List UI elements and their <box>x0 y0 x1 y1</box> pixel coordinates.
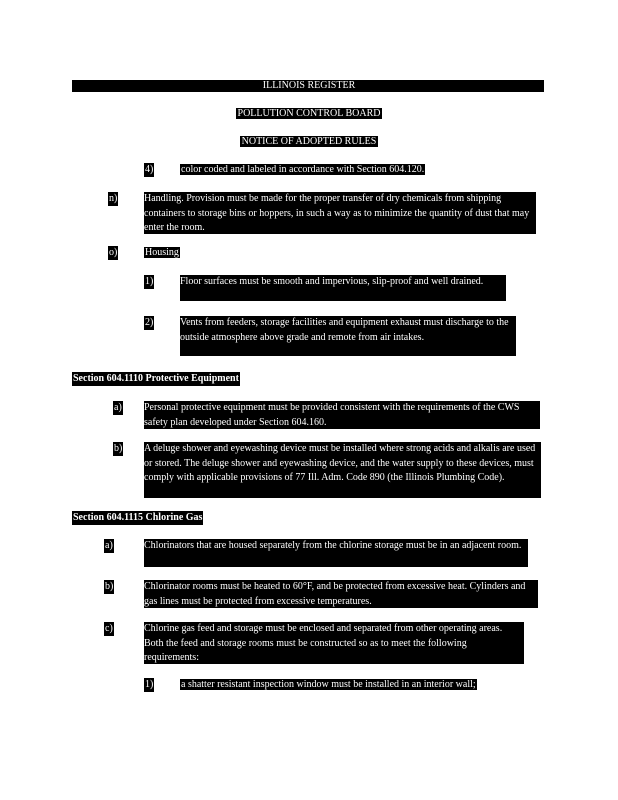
item-o1-marker: 1) <box>145 276 154 287</box>
item-4-text: color coded and labeled in accordance with Section 604.120. <box>181 164 425 175</box>
item-o2-text: Vents from feeders, storage facilities and equipment exhaust must discharge to the outside atmosphere above grade and remote from air intakes. <box>180 316 516 356</box>
board-title: POLLUTION CONTROL BOARD <box>237 108 381 119</box>
section-1115-a-marker: a) <box>105 540 113 551</box>
section-1110-a-marker: a) <box>114 402 122 413</box>
section-1115-b-marker: b) <box>105 581 114 592</box>
notice-title: NOTICE OF ADOPTED RULES <box>241 136 377 147</box>
register-title: ILLINOIS REGISTER <box>262 80 356 91</box>
section-1115-c-marker: c) <box>105 623 113 634</box>
section-1115-c1-marker: 1) <box>145 679 154 690</box>
section-1115-c-text: Chlorine gas feed and storage must be enclosed and separated from other operating areas. Both the feed and storage rooms must be constructed so as to meet the following requirements: <box>144 622 524 664</box>
item-o-marker: o) <box>109 247 118 258</box>
section-1110-a-text: Personal protective equipment must be provided consistent with the requirements of the CWS safety plan developed under Section 604.160. <box>144 401 540 429</box>
section-1110-b-marker: b) <box>114 443 123 454</box>
section-1115-heading: Section 604.1115 Chlorine Gas <box>73 512 203 523</box>
section-1115-b-text: Chlorinator rooms must be heated to 60°F, and be protected from excessive heat. Cylinders and gas lines must be protected from excessive temperatures. <box>144 580 538 608</box>
section-1115-a-text: Chlorinators that are housed separately from the chlorine storage must be in an adjacent room. <box>144 539 528 567</box>
item-n-text: Handling. Provision must be made for the proper transfer of dry chemicals from shipping containers to storage bins or hoppers, in such a way as to minimize the quantity of dust that may enter the room. <box>144 192 536 234</box>
item-o2-marker: 2) <box>145 317 154 328</box>
item-4-marker: 4) <box>145 164 154 175</box>
section-1115-c1-text: a shatter resistant inspection window must be installed in an interior wall; <box>181 679 476 690</box>
item-o-text: Housing <box>145 247 179 258</box>
section-1110-b-text: A deluge shower and eyewashing device must be installed where strong acids and alkalis are used or stored. The deluge shower and eyewashing device, and the water supply to these devices, must comply with applicable provisions of 77 Ill. Adm. Code 890 (the Illinois Plumbing Code). <box>144 442 541 498</box>
item-n-marker: n) <box>109 193 118 204</box>
item-o1-text: Floor surfaces must be smooth and impervious, slip-proof and well drained. <box>180 275 506 301</box>
section-1110-heading: Section 604.1110 Protective Equipment <box>73 373 239 384</box>
